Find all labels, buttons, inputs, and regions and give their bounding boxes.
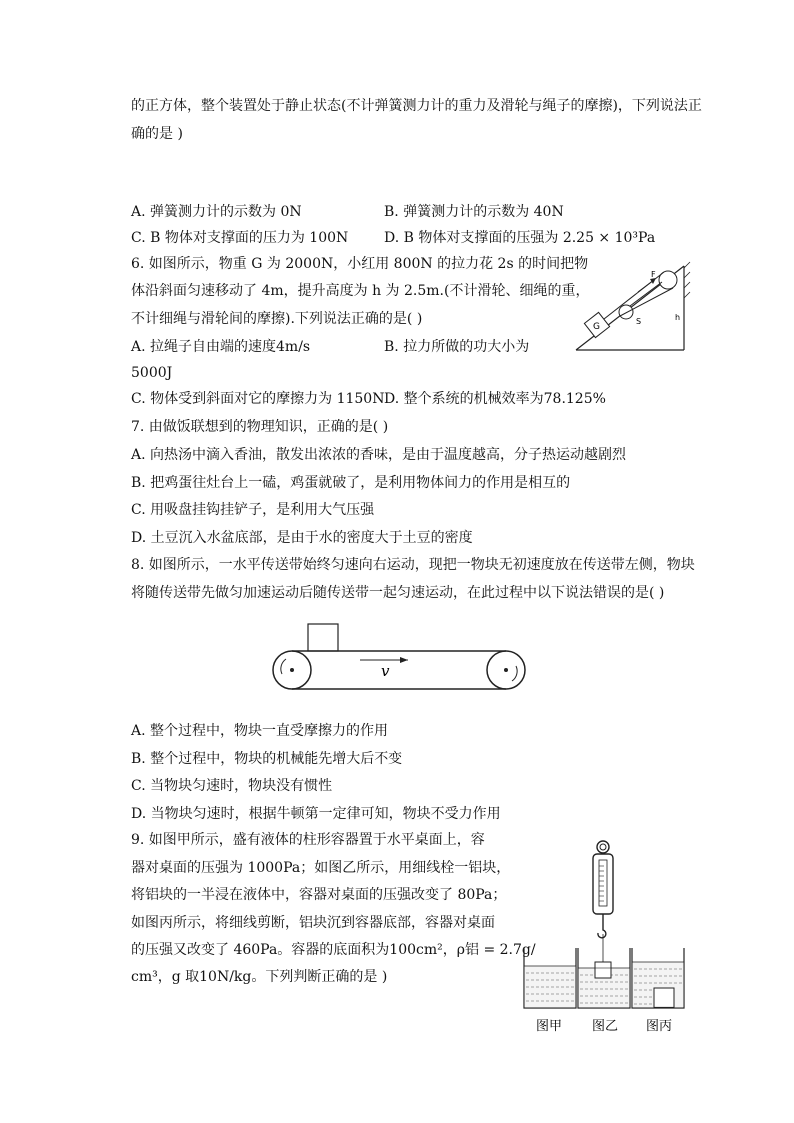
- containers-figure: [518, 838, 694, 1038]
- container-jia: [524, 948, 576, 1008]
- q7-option-d: D. 土豆沉入水盆底部，是由于水的密度大于土豆的密度: [131, 530, 473, 546]
- q5-stem-line1: 的正方体，整个装置处于静止状态(不计弹簧测力计的重力及滑轮与绳子的摩擦)，下列说法正: [131, 98, 702, 114]
- q9-stem-line4: 如图丙所示，将细线剪断，铝块沉到容器底部，容器对桌面: [131, 915, 495, 931]
- q8-stem-line1: 8. 如图所示，一水平传送带始终匀速向右运动，现把一物块无初速度放在传送带左侧，物块: [131, 557, 695, 573]
- q8-option-c: C. 当物块匀速时，物块没有惯性: [131, 778, 333, 794]
- q5-option-b: B. 弹簧测力计的示数为 40N: [384, 204, 564, 220]
- q8-stem-line2: 将随传送带先做匀加速运动后随传送带一起匀速运动，在此过程中以下说法错误的是( ): [131, 585, 665, 601]
- caption-bing: 图丙: [646, 1019, 673, 1034]
- label-G: G: [593, 322, 600, 332]
- incline-pulley-figure: [574, 258, 694, 354]
- q8-option-b: B. 整个过程中，物块的机械能先增大后不变: [131, 751, 403, 767]
- label-v: v: [381, 662, 390, 680]
- q8-option-a: A. 整个过程中，物块一直受摩擦力的作用: [131, 723, 389, 739]
- q5-option-d: D. B 物体对支撑面的压强为 2.25 × 10³Pa: [384, 230, 656, 246]
- q9-stem-line3: 将铝块的一半浸在液体中，容器对桌面的压强改变了 80Pa；: [131, 887, 507, 903]
- conveyor-belt-figure: [268, 622, 532, 694]
- q6-stem-line1: 6. 如图所示，物重 G 为 2000N，小红用 800N 的拉力花 2s 的时间把物: [131, 256, 589, 272]
- q9-stem-line5: 的压强又改变了 460Pa。容器的底面积为100cm²，ρ铝 = 2.7g/: [131, 942, 536, 958]
- q7-option-a: A. 向热汤中滴入香油，散发出浓浓的香味，是由于温度越高，分子热运动越剧烈: [131, 447, 627, 463]
- q5-option-c: C. B 物体对支撑面的压力为 100N: [131, 230, 349, 246]
- container-bing: [632, 948, 684, 1008]
- q9-stem-line1: 9. 如图甲所示，盛有液体的柱形容器置于水平桌面上，容: [131, 832, 485, 848]
- q8-option-d: D. 当物块匀速时，根据牛顿第一定律可知，物块不受力作用: [131, 806, 501, 822]
- q7-option-c: C. 用吸盘挂钩挂铲子，是利用大气压强: [131, 502, 375, 518]
- q6-stem-line3: 不计细绳与滑轮间的摩擦).下列说法正确的是( ): [131, 311, 423, 327]
- label-F: F: [651, 270, 656, 279]
- q9-stem-line6: cm³，g 取10N/kg。下列判断正确的是 ): [131, 969, 388, 985]
- q6-option-d: D. 整个系统的机械效率为78.125%: [384, 391, 606, 407]
- q6-option-b-cont: 5000J: [131, 365, 173, 381]
- q6-stem-line2: 体沿斜面匀速移动了 4m，提升高度为 h 为 2.5m.(不计滑轮、细绳的重，: [131, 283, 590, 299]
- q6-option-b: B. 拉力所做的功大小为: [384, 339, 530, 355]
- q5-stem-line2: 确的是 ): [131, 126, 183, 142]
- label-h: h: [675, 313, 681, 322]
- caption-yi: 图乙: [592, 1019, 619, 1034]
- q7-option-b: B. 把鸡蛋往灶台上一磕，鸡蛋就破了，是利用物体间力的作用是相互的: [131, 475, 571, 491]
- label-S: S: [636, 317, 642, 326]
- q9-stem-line2: 器对桌面的压强为 1000Pa；如图乙所示，用细线栓一铝块，: [131, 860, 511, 876]
- q5-option-a: A. 弹簧测力计的示数为 0N: [131, 204, 302, 220]
- container-yi: [578, 948, 630, 1008]
- q6-option-c: C. 物体受到斜面对它的摩擦力为 1150N: [131, 391, 385, 407]
- caption-jia: 图甲: [536, 1019, 563, 1034]
- q7-stem: 7. 由做饭联想到的物理知识，正确的是( ): [131, 419, 389, 435]
- q6-option-a: A. 拉绳子自由端的速度4m/s: [131, 339, 311, 355]
